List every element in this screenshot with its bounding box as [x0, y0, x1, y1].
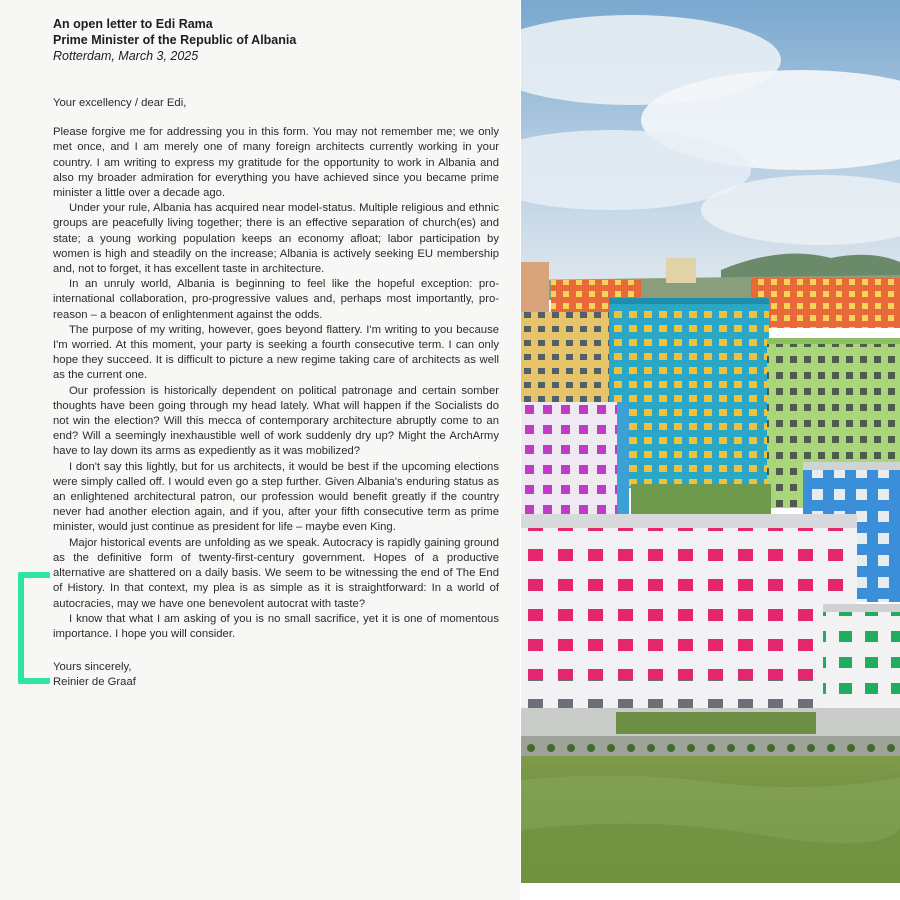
letter-paragraph-8: I know that what I am asking of you is no small sacrifice, yet it is one of momentous importance. I hope you will consider.: [53, 612, 499, 640]
highlight-bracket: [18, 572, 50, 684]
letter-body: [53, 16, 499, 691]
building-photo: [521, 0, 900, 883]
letter-paragraph-4: The purpose of my writing, however, goes beyond flattery. I'm writing to you because I'm worried. At this moment, your party is seeking a fourth consecutive term. I can only hope they succeed. It is difficult to picture a new regime taking care of architects as well as the current one.: [53, 323, 499, 382]
letter-salutation: Your excellency / dear Edi,: [53, 97, 187, 109]
letter-paragraph-1: Please forgive me for addressing you in this form. You may not remember me; we only met once, and I am merely one of many foreign architects currently working in your country. I am writing to express my gratitude for the opportunity to work in Albania and also my broader admiration for everything you have achieved since you became prime minister a little over a decade ago.: [53, 126, 499, 200]
letter-recipient: Prime Minister of the Republic of Albania: [53, 33, 297, 47]
letter-paragraph-6-highlighted: I don't say this lightly, but for us architects, it would be best if the upcoming elections were simply called off. I would even go a step further. Given Albania's enduring status as an enlightened architectural patron, our profession would benefit greatly if the country never had another election again, and if you, after your fifth consecutive term as prime minister, would just continue as president for life – maybe even King.: [53, 460, 499, 534]
letter-place-date: Rotterdam, March 3, 2025: [53, 49, 199, 63]
letter-closing-block: [53, 660, 499, 690]
letter-title: An open letter to Edi Rama: [53, 17, 213, 31]
letter-paragraph-7: Major historical events are unfolding as we speak. Autocracy is rapidly gaining ground as the definitive form of twenty-first-century government. Hopes of a productive alternative are shattered on a daily basis. We seem to be witnessing the end of The End of History. In that context, my plea is as simple as it is straightforward: In a world of autocracies, may we have one benevolent autocrat with taste?: [53, 536, 499, 610]
letter-paragraph-5: Our profession is historically dependent on political patronage and certain somber thoughts have been going through my head lately. What will happen if the Socialists do not win the election? Will this mecca of contemporary architecture abruptly come to an end? Will a seemingly inexhaustible well of work suddenly dry up? Might the ArchArmy have to lay down its arms as expediently as it was mobilized?: [53, 384, 499, 458]
letter-closing: Yours sincerely,: [53, 661, 132, 674]
letter-signature: Reinier de Graaf: [53, 676, 136, 689]
letter-paragraph-3: In an unruly world, Albania is beginning to feel like the hopeful exception: pro-international collaboration, pro-progressive values and, perhaps most importantly, pro-reason – a beacon of enlightenment against the odds.: [53, 278, 499, 321]
bottom-margin: [521, 883, 900, 900]
letter-paragraph-2: Under your rule, Albania has acquired near model-status. Multiple religious and ethnic groups are peacefully living together; there is an effective separation of church(es) and state; a young working population keeps an economy afloat; labor participation by women is high and steadily on the increase; Albania is actively seeking EU membership and, not to forget, it has excellent taste in architecture.: [53, 202, 499, 276]
